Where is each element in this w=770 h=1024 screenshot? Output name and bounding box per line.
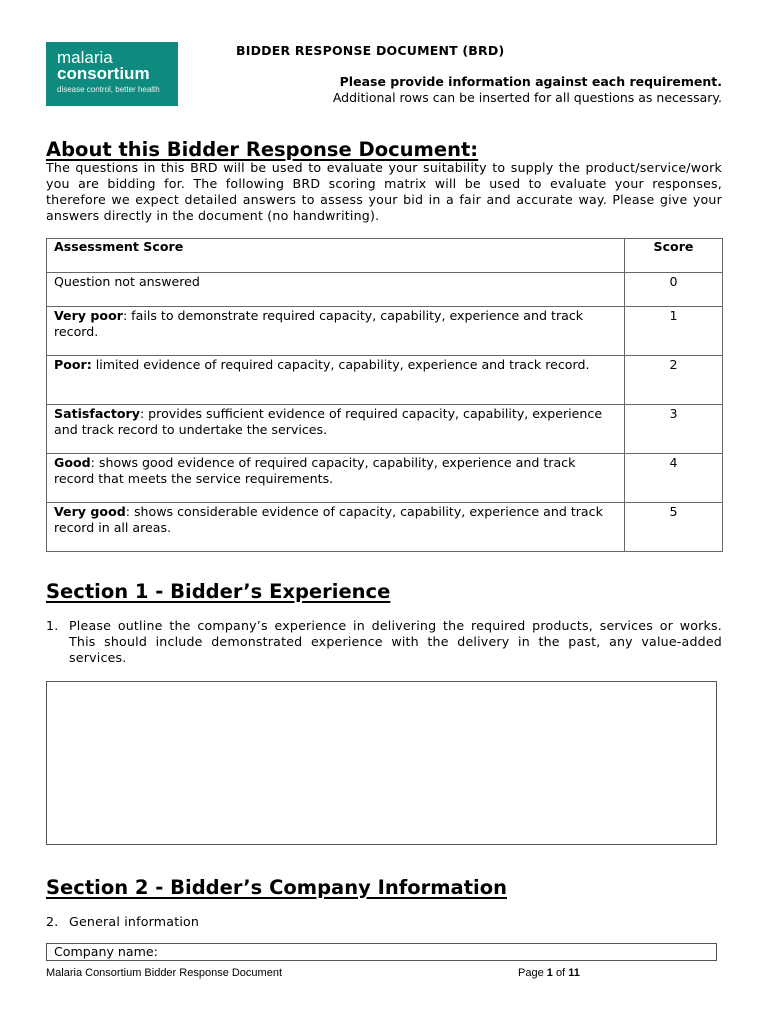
logo-line1: malaria bbox=[57, 48, 113, 67]
table-row bbox=[47, 405, 723, 454]
logo-tagline: disease control, better health bbox=[57, 85, 160, 94]
question-1-text: Please outline the company’s experience in delivering the required products, services or works. This should include demonstrated experience with the delivery in the past, any value-added services. bbox=[69, 618, 722, 665]
table-row bbox=[47, 307, 723, 356]
assessment-cell: Good: shows good evidence of required capacity, capability, experience and track record that meets the service requirements. bbox=[47, 454, 625, 503]
score-cell: 3 bbox=[625, 405, 723, 454]
instruction-bold: Please provide information against each requirement. bbox=[339, 74, 722, 89]
section1-heading: Section 1 - Bidder’s Experience bbox=[46, 580, 391, 603]
scoring-matrix-table bbox=[46, 238, 723, 552]
about-intro: The questions in this BRD will be used to evaluate your suitability to supply the product/service/work you are bidding for. The following BRD scoring matrix will be used to evaluate your responses, therefore we expect detailed answers to assess your bid in a fair and accurate way. Please give your answers directly in the document (no handwriting). bbox=[46, 160, 722, 223]
col-score-header: Score bbox=[625, 239, 723, 273]
assessment-cell: Satisfactory: provides sufficient evidence of required capacity, capability, experience and track record to undertake the services. bbox=[47, 405, 625, 454]
footer-document-name: Malaria Consortium Bidder Response Document bbox=[46, 967, 282, 979]
logo-line2: consortium bbox=[57, 64, 150, 83]
table-row bbox=[47, 273, 723, 307]
instruction-text: Additional rows can be inserted for all questions as necessary. bbox=[332, 90, 722, 105]
question-1-number: 1. bbox=[46, 618, 59, 633]
col-assessment-header: Assessment Score bbox=[47, 239, 625, 273]
document-title: BIDDER RESPONSE DOCUMENT (BRD) bbox=[236, 43, 505, 58]
score-cell: 0 bbox=[625, 273, 723, 307]
question-2-number: 2. bbox=[46, 914, 59, 929]
footer-page-number: Page 1 of 11 bbox=[518, 967, 580, 979]
question-1 bbox=[46, 618, 722, 666]
score-cell: 4 bbox=[625, 454, 723, 503]
question-2-text: General information bbox=[69, 914, 200, 929]
score-cell: 5 bbox=[625, 503, 723, 552]
score-cell: 1 bbox=[625, 307, 723, 356]
assessment-cell: Poor: limited evidence of required capacity, capability, experience and track record. bbox=[47, 356, 625, 405]
answer-1-textbox[interactable] bbox=[46, 681, 717, 845]
malaria-consortium-logo bbox=[46, 42, 178, 106]
assessment-cell: Very poor: fails to demonstrate required capacity, capability, experience and track record. bbox=[47, 307, 625, 356]
section2-heading: Section 2 - Bidder’s Company Information bbox=[46, 876, 507, 899]
table-row bbox=[47, 503, 723, 552]
assessment-cell: Very good: shows considerable evidence of capacity, capability, experience and track record in all areas. bbox=[47, 503, 625, 552]
company-name-label: Company name: bbox=[54, 944, 158, 959]
assessment-cell: Question not answered bbox=[47, 273, 625, 307]
about-heading: About this Bidder Response Document: bbox=[46, 138, 479, 161]
table-header-row bbox=[47, 239, 723, 273]
table-row bbox=[47, 454, 723, 503]
question-2 bbox=[46, 914, 722, 930]
company-name-field[interactable] bbox=[46, 943, 717, 961]
table-row bbox=[47, 356, 723, 405]
score-cell: 2 bbox=[625, 356, 723, 405]
